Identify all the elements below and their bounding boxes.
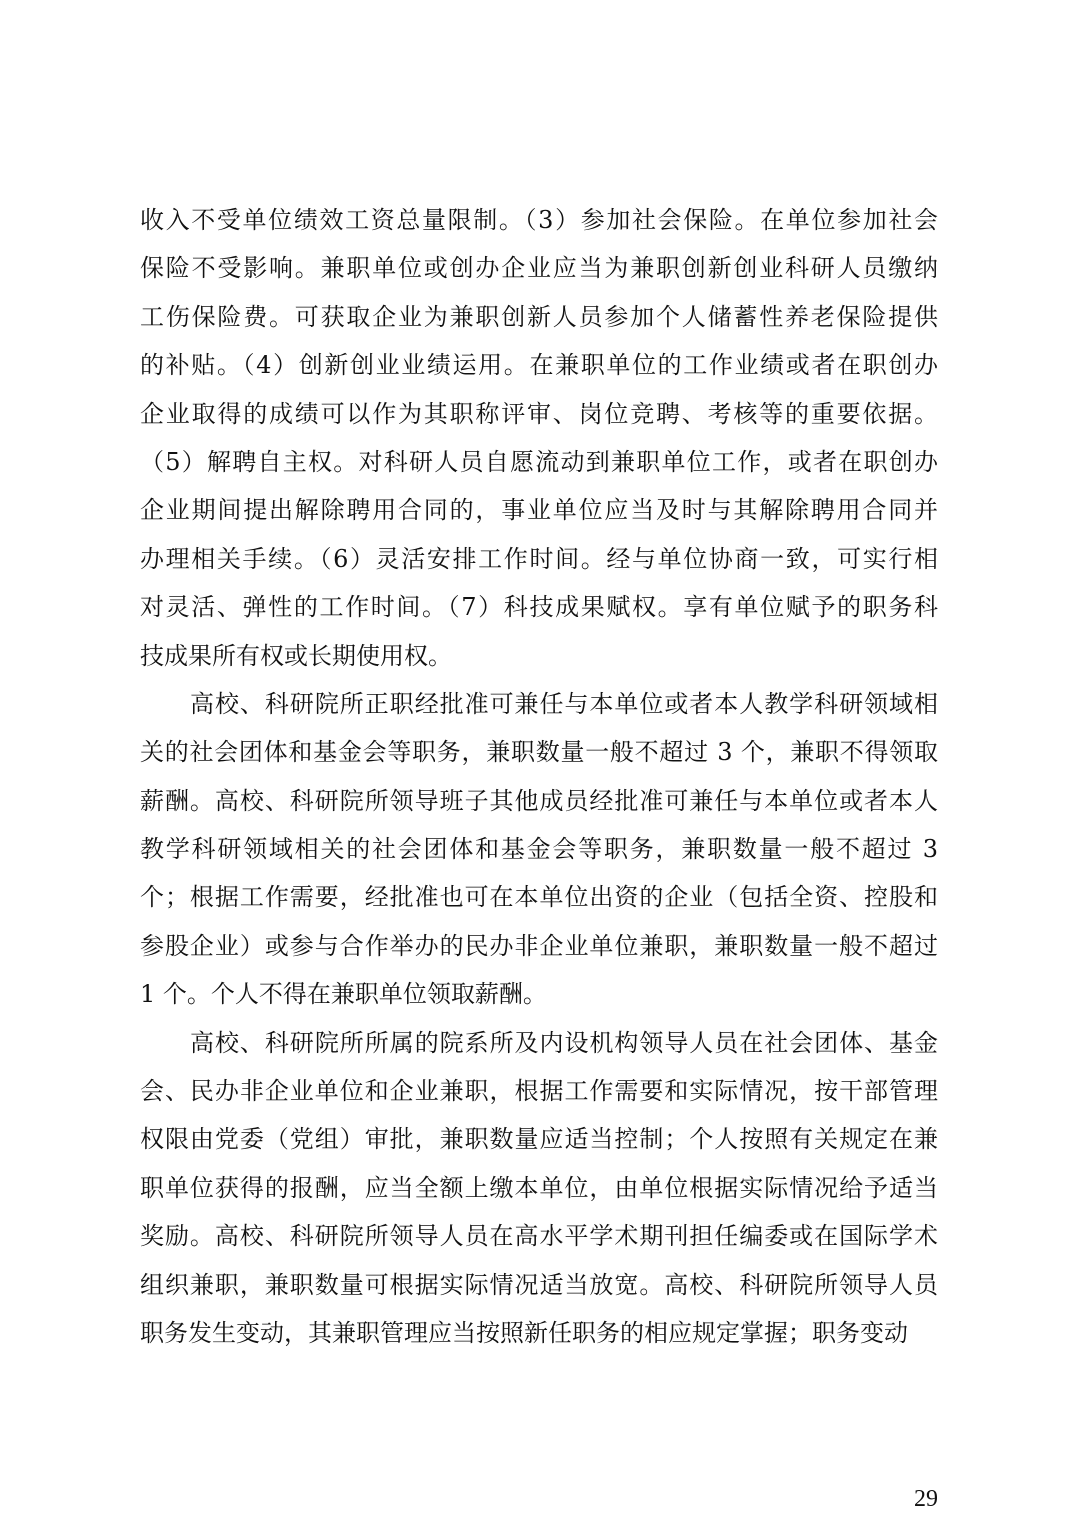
text-line: 收入不受单位绩效工资总量限制。（3）参加社会保险。在单位参加社会 [140,206,938,234]
paragraph [140,680,938,1019]
text-line: （5）解聘自主权。对科研人员自愿流动到兼职单位工作，或者在职创办 [140,447,938,476]
text-line: 组织兼职，兼职数量可根据实际情况适当放宽。高校、科研院所领导人员 [140,1270,938,1299]
text-line: 奖励。高校、科研院所领导人员在高水平学术期刊担任编委或在国际学术 [140,1222,938,1251]
text-line: 关的社会团体和基金会等职务，兼职数量一般不超过 3 个，兼职不得领取 [140,738,938,767]
text-line: 个；根据工作需要，经批准也可在本单位出资的企业（包括全资、控股和 [140,883,938,912]
text-line: 工伤保险费。可获取企业为兼职创新人员参加个人储蓄性养老保险提供 [140,302,938,331]
text-line: 职务发生变动，其兼职管理应当按照新任职务的相应规定掌握；职务变动 [140,1318,908,1347]
page-number: 29 [914,1486,938,1512]
text-line: 技成果所有权或长期使用权。 [140,641,452,670]
text-line: 1 个。个人不得在兼职单位领取薪酬。 [140,980,547,1009]
text-line: 企业取得的成绩可以作为其职称评审、岗位竞聘、考核等的重要依据。 [140,399,938,428]
text-line: 对灵活、弹性的工作时间。（7）科技成果赋权。享有单位赋予的职务科 [140,593,938,622]
text-line: 办理相关手续。（6）灵活安排工作时间。经与单位协商一致，可实行相 [140,544,938,573]
text-line: 权限由党委（党组）审批，兼职数量应适当控制；个人按照有关规定在兼 [140,1125,938,1154]
text-line: 高校、科研院所正职经批准可兼任与本单位或者本人教学科研领域相 [190,689,938,718]
paragraph [140,196,938,680]
text-line: 企业期间提出解除聘用合同的，事业单位应当及时与其解除聘用合同并 [140,496,938,525]
text-line: 的补贴。（4）创新创业业绩运用。在兼职单位的工作业绩或者在职创办 [140,351,938,380]
body-text [140,196,938,1357]
text-line: 教学科研领域相关的社会团体和基金会等职务，兼职数量一般不超过 3 [140,835,938,864]
paragraph [140,1019,938,1358]
text-line: 薪酬。高校、科研院所领导班子其他成员经批准可兼任与本单位或者本人 [140,786,938,815]
text-line: 参股企业）或参与合作举办的民办非企业单位兼职，兼职数量一般不超过 [140,931,938,960]
text-line: 保险不受影响。兼职单位或创办企业应当为兼职创新创业科研人员缴纳 [140,254,938,283]
text-line: 高校、科研院所所属的院系所及内设机构领导人员在社会团体、基金 [190,1028,938,1057]
text-line: 会、民办非企业单位和企业兼职，根据工作需要和实际情况，按干部管理 [140,1077,938,1106]
text-line: 职单位获得的报酬，应当全额上缴本单位，由单位根据实际情况给予适当 [140,1173,938,1202]
